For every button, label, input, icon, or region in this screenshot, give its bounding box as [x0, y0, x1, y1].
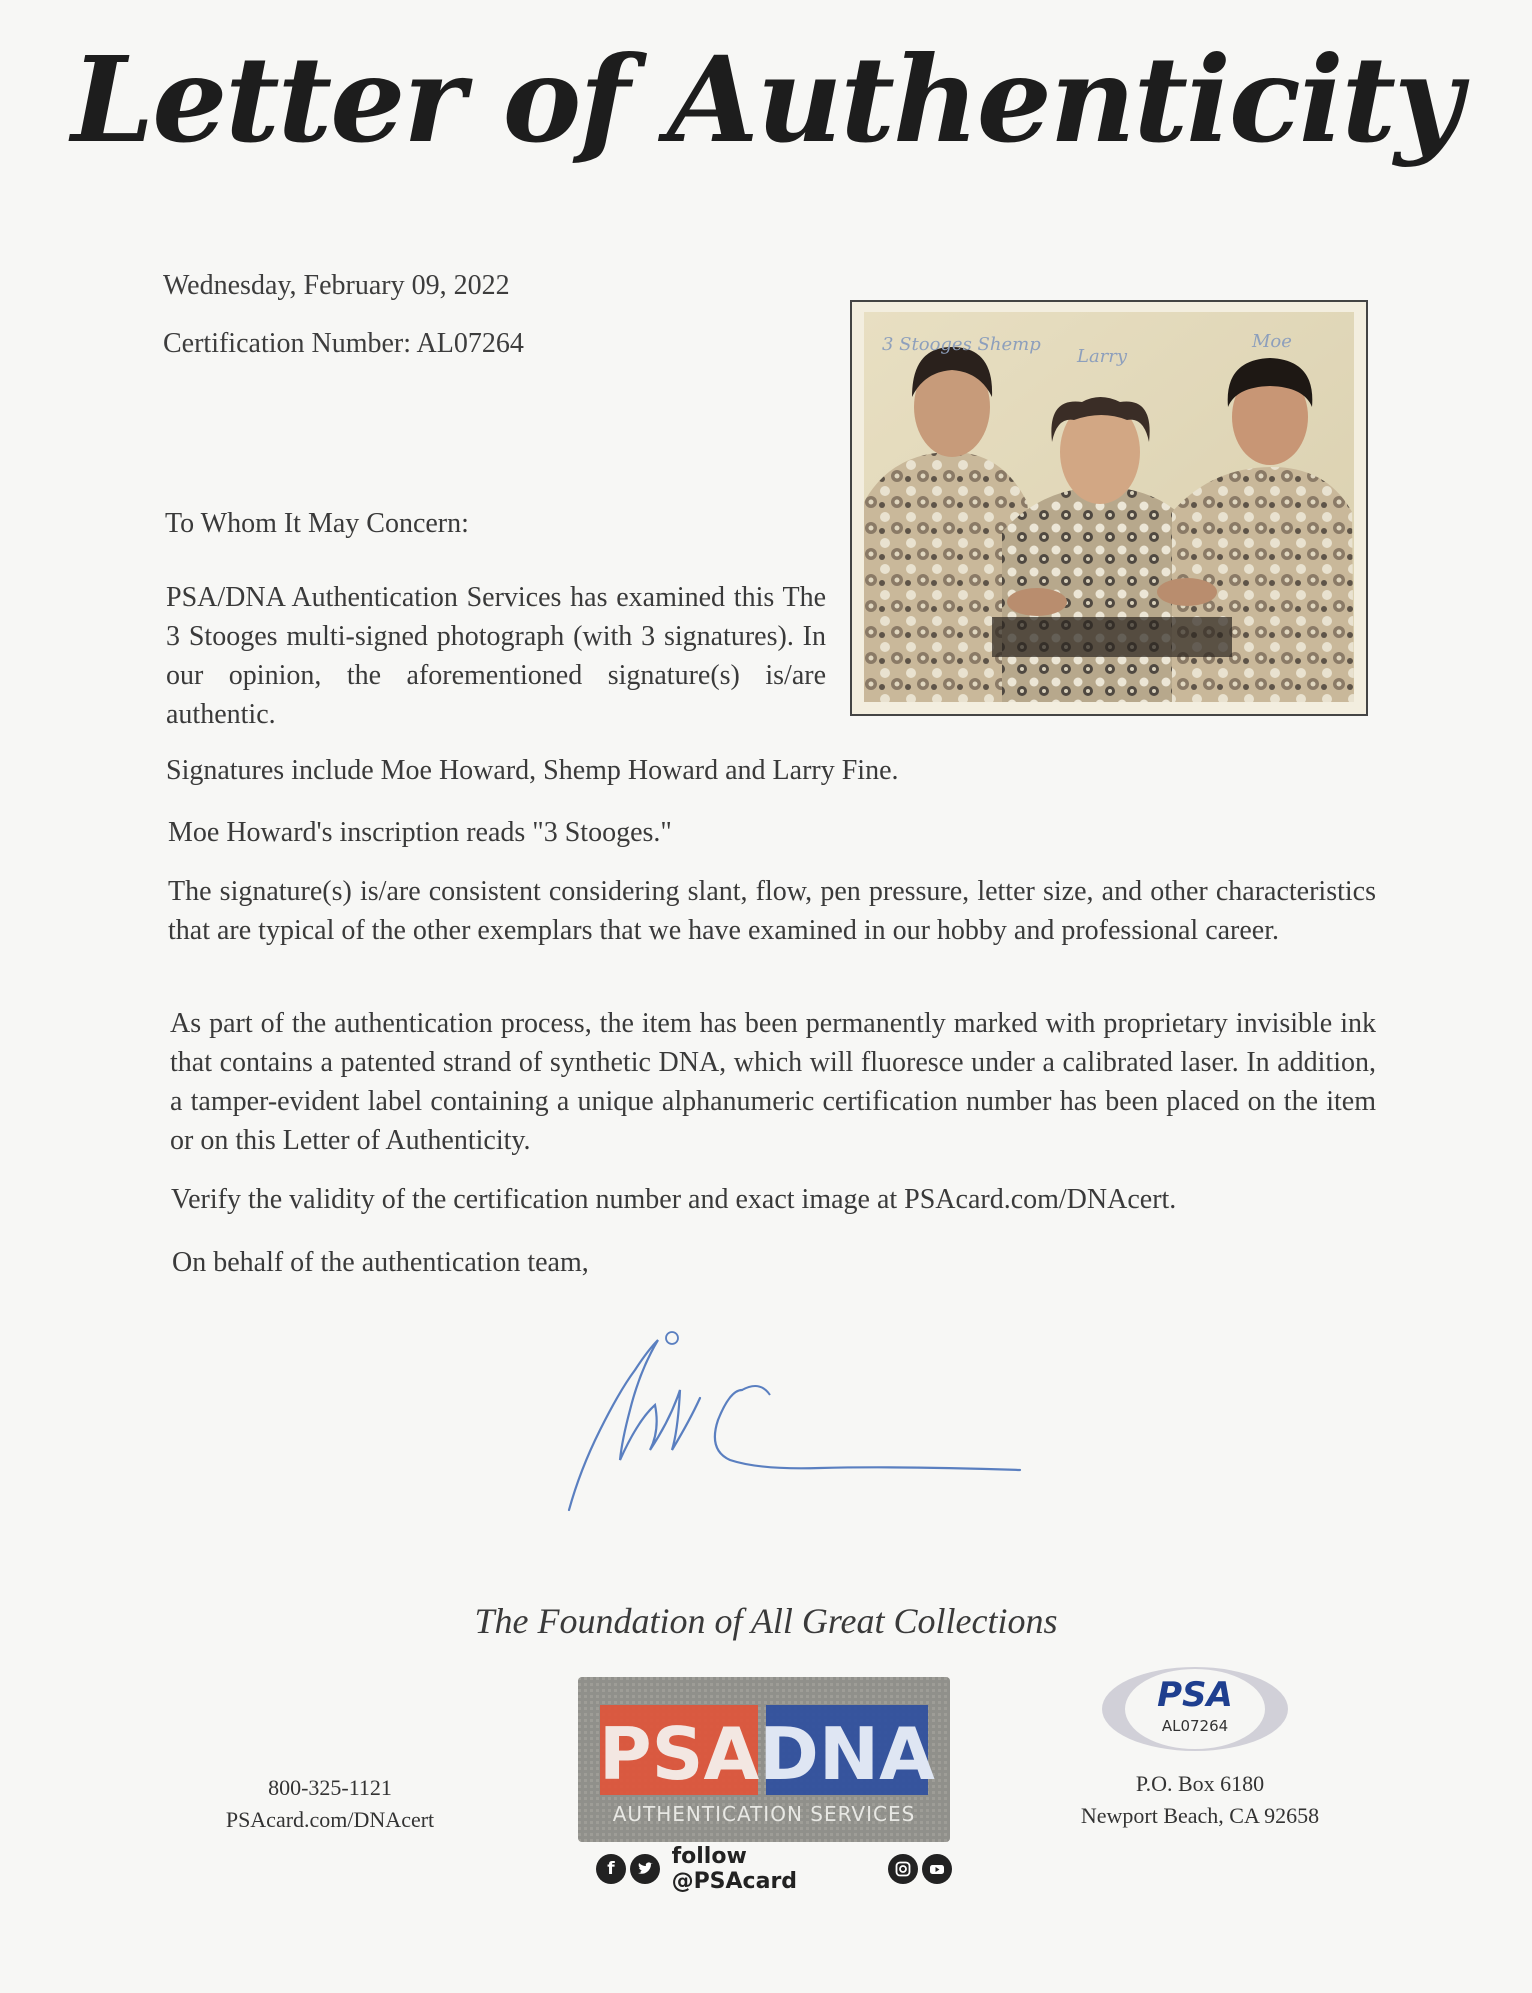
city-address: Newport Beach, CA 92658 [1080, 1803, 1320, 1828]
photo-signature-shemp: 3 Stooges Shemp [882, 334, 1041, 355]
certification-number: Certification Number: AL07264 [163, 328, 524, 359]
paragraph-signatures: Signatures include Moe Howard, Shemp Howard and Larry Fine. [166, 755, 899, 786]
paragraph-consistency: The signature(s) is/are consistent considering slant, flow, pen pressure, letter size, and other characteristics that are typical of the other exemplars that we have examined in our hobby and professional career. [168, 876, 1376, 946]
tagline: The Foundation of All Great Collections [474, 1601, 1058, 1641]
logo-subtitle: AUTHENTICATION SERVICES [612, 1802, 916, 1826]
label-number: AL07264 [1161, 1717, 1229, 1735]
label-brand: PSA [1157, 1675, 1233, 1715]
psa-dna-logo [578, 1677, 950, 1842]
youtube-icon[interactable] [922, 1854, 952, 1884]
contact-right [1050, 1768, 1350, 1832]
phone-number: 800-325-1121 [268, 1775, 392, 1800]
paragraph-inscription: Moe Howard's inscription reads "3 Stooges." [168, 817, 672, 848]
logo-dna: DNA [759, 1712, 935, 1796]
letter-title: Letter of Authenticity [71, 30, 1461, 169]
photo-illustration [852, 302, 1366, 714]
photo-signature-larry: Larry [1077, 346, 1128, 367]
paragraph-closing: On behalf of the authentication team, [172, 1247, 589, 1278]
paragraph-examination: PSA/DNA Authentication Services has examined this The 3 Stooges multi-signed photograph (with 3 signatures). In our opinion, the aforementioned signature(s) is/are authentic. [166, 582, 826, 730]
paragraph-process: As part of the authentication process, the item has been permanently marked with proprietary invisible ink that contains a patented strand of synthetic DNA, which will fluoresce under a calibrated laser. In addition, a tamper-evident label containing a unique alphanumeric certification number has been placed on the item or on this Letter of Authenticity. [170, 1008, 1376, 1156]
contact-left [190, 1772, 470, 1836]
follow-handle[interactable]: follow @PSAcard [671, 1844, 798, 1894]
website-link[interactable]: PSAcard.com/DNAcert [225, 1807, 435, 1832]
po-box: P.O. Box 6180 [1135, 1771, 1265, 1796]
twitter-icon[interactable] [630, 1854, 660, 1884]
logo-psa: PSA [598, 1712, 760, 1796]
psa-certification-label [1100, 1665, 1290, 1753]
paragraph-verify: Verify the validity of the certification number and exact image at PSAcard.com/DNAcert. [171, 1184, 1177, 1215]
letter-date: Wednesday, February 09, 2022 [163, 270, 510, 301]
authenticator-signature [560, 1310, 1030, 1530]
photo-signature-moe: Moe [1252, 331, 1292, 352]
social-follow [594, 1844, 954, 1894]
salutation: To Whom It May Concern: [165, 508, 469, 539]
stooges-photograph [850, 300, 1368, 716]
instagram-icon[interactable] [888, 1854, 918, 1884]
facebook-icon[interactable]: f [596, 1854, 626, 1884]
